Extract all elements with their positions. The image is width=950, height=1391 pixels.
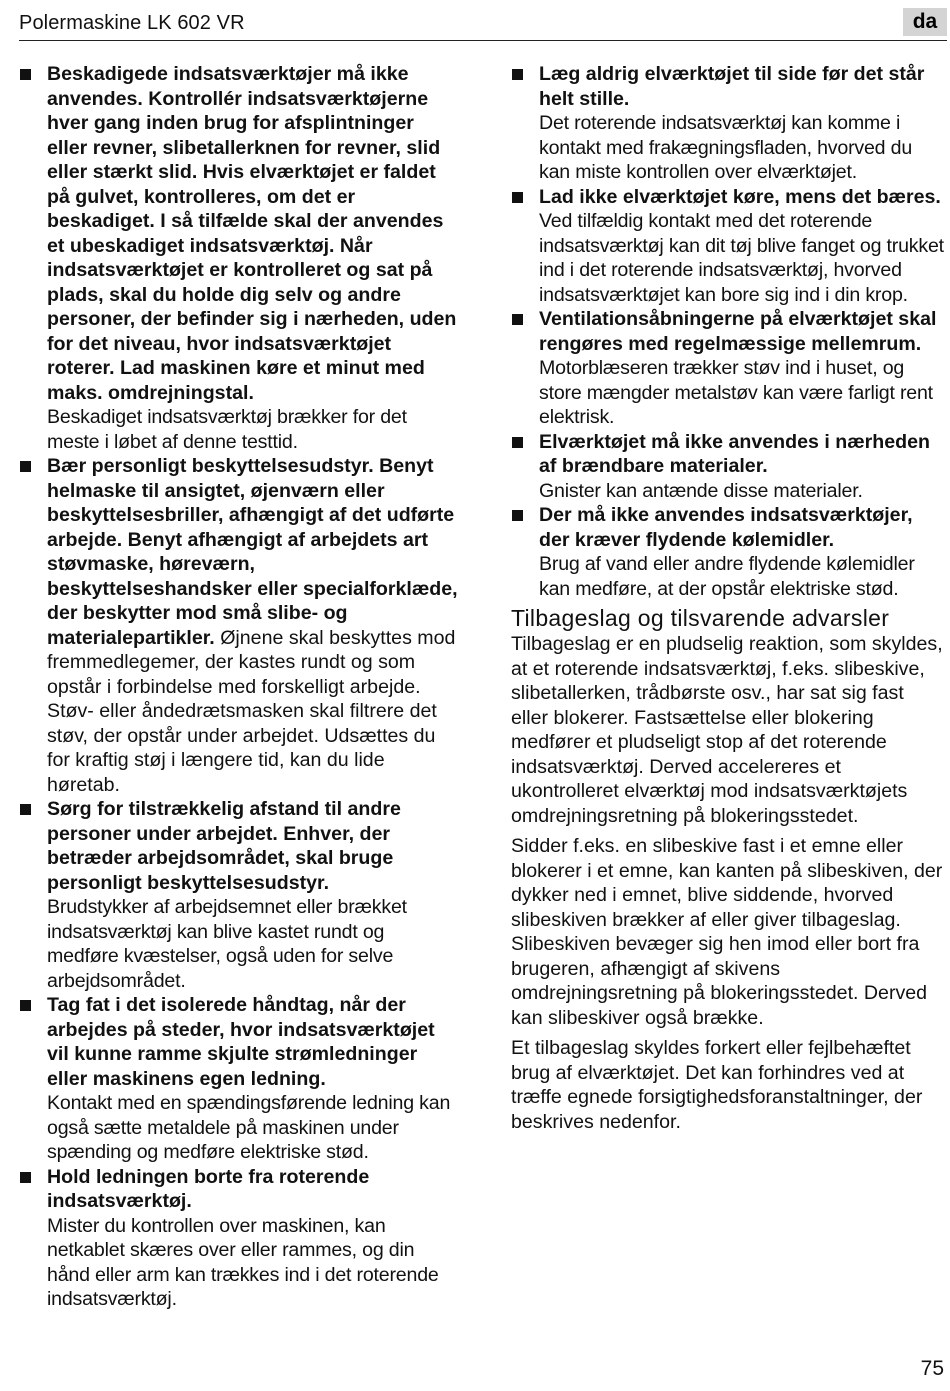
warning-heading: Sørg for tilstrækkelig afstand til andre personer under arbejdet. Enhver, der betræder arbejdsområdet, skal bruge personligt beskyttelsesudstyr. (47, 798, 401, 894)
warning-item (19, 454, 459, 797)
warning-heading: Læg aldrig elværktøjet til side før det står helt stille. (539, 63, 925, 110)
page-header (19, 8, 947, 41)
square-bullet-icon (20, 69, 31, 80)
warning-item (19, 1165, 459, 1312)
language-badge: da (903, 8, 947, 36)
warning-item (511, 430, 946, 504)
square-bullet-icon (512, 437, 523, 448)
square-bullet-icon (20, 804, 31, 815)
left-column (19, 62, 459, 1312)
square-bullet-icon (20, 1000, 31, 1011)
document-title: Polermaskine LK 602 VR (19, 12, 245, 34)
warning-text: Gnister kan antænde disse materialer. (539, 479, 863, 502)
warning-item (19, 797, 459, 993)
warning-text: Brug af vand eller andre flydende kølemidler kan medføre, at der opstår elektriske stød. (539, 553, 915, 600)
square-bullet-icon (20, 1172, 31, 1183)
body-paragraph: Sidder f.eks. en slibeskive fast i et emne eller blokerer i et emne, kan kanten på slibeskiven, der dykker ned i emnet, blive siddende, hvorved slibeskiven brækker af eller giver tilbageslag. Slibeskiven bevæger sig hen imod eller bort fra brugeren, afhængigt af skivens omdrejningsretning på blokeringsstedet. Derved kan slibeskiver også brække. (511, 835, 943, 1029)
warning-heading: Tag fat i det isolerede håndtag, når der arbejdes på steder, hvor indsatsværktøjet vil kunne ramme skjulte strømledninger eller maskinens egen ledning. (47, 994, 435, 1090)
warning-heading: Bær personligt beskyttelsesudstyr. Benyt helmaske til ansigtet, øjenværn eller beskyttelsesbriller, afhængigt af det udførte arbejde. Benyt afhængigt af arbejdets art støvmaske, høreværn, beskyttelseshandsker eller specialforklæde, der beskytter mod små slibe- og materialepartikler. (47, 455, 458, 649)
warning-item (511, 307, 946, 430)
warning-heading: Der må ikke anvendes indsatsværktøjer, der kræver flydende kølemidler. (539, 504, 913, 551)
warning-text: Ved tilfældig kontakt med det roterende indsatsværktøj kan dit tøj blive fanget og trukket ind i det roterende indsatsværktøj, hvorved indsatsværktøjet kan bore sig ind i din krop. (539, 210, 944, 306)
square-bullet-icon (512, 314, 523, 325)
warning-paragraph (47, 455, 458, 796)
warning-item (511, 185, 946, 308)
section-heading: Tilbageslag og tilsvarende advarsler (511, 605, 890, 631)
warning-text: Kontakt med en spændingsførende ledning kan også sætte metaldele på maskinen under spænding og medføre elektriske stød. (47, 1092, 451, 1163)
warning-heading: Hold ledningen borte fra roterende indsatsværktøj. (47, 1165, 370, 1212)
square-bullet-icon (512, 192, 523, 203)
warning-text: Motorblæseren trækker støv ind i huset, og store mængder metalstøv kan være farligt rent elektrisk. (539, 357, 933, 428)
warning-heading: Beskadigede indsatsværktøjer må ikke anvendes. Kontrollér indsatsværktøjerne hver gang inden brug for afsplintninger eller revner, slibetallerknen for revner, slid eller stærkt slid. Hvis elværktøjet er faldet på gulvet, kontrolleres, om det er beskadiget. I så tilfælde skal der anvendes et ubeskadiget indsatsværktøj. Når indsatsværktøjet er kontrolleret og sat på plads, skal du holde dig selv og andre personer, der befinder sig i nærheden, uden for det niveau, hvor indsatsværktøjet roterer. Lad maskinen køre et minut med maks. omdrejningstal. (47, 63, 457, 404)
page-number: 75 (920, 1357, 944, 1380)
warning-text: Øjnene skal beskyttes mod fremmedlegemer, der kastes rundt og som opstår i forbindelse med forskelligt arbejde. Støv- eller åndedrætsmasken skal filtrere det støv, der opstår under arbejdet. Udsættes du for kraftig støj i længere tid, kan du lide høretab. (47, 626, 456, 796)
warning-heading: Ventilationsåbningerne på elværktøjet skal rengøres med regelmæssige mellemrum. (539, 308, 937, 355)
warning-text: Brudstykker af arbejdsemnet eller brækket indsatsværktøj kan blive kastet rundt og medføre kvæstelser, også uden for selve arbejdsområdet. (47, 896, 407, 992)
warning-heading: Elværktøjet må ikke anvendes i nærheden af brændbare materialer. (539, 430, 930, 477)
warning-item (19, 993, 459, 1165)
body-paragraph: Et tilbageslag skyldes forkert eller fejlbehæftet brug af elværktøjet. Det kan forhindres ved at træffe egnede forsigtighedsforanstaltninger, der beskrives nedenfor. (511, 1037, 923, 1133)
warning-text: Det roterende indsatsværktøj kan komme i kontakt med frakægningsfladen, hvorved du kan miste kontrollen over elværktøjet. (539, 112, 913, 183)
body-paragraph: Tilbageslag er en pludselig reaktion, som skyldes, at et roterende indsatsværktøj, f.eks. slibeskive, slibetallerken, trådbørste osv., har sat sig fast eller blokerer. Fastsættelse eller blokering medfører et pludseligt stop af det roterende indsatsværktøj. Derved accelereres et ukontrolleret elværktøj mod indsatsværktøjets omdrejningsretning på blokeringsstedet. (511, 633, 943, 827)
warning-text: Beskadiget indsatsværktøj brækker for det meste i løbet af denne testtid. (47, 406, 407, 453)
right-column (511, 62, 946, 1140)
warning-heading: Lad ikke elværktøjet køre, mens det bæres. (539, 185, 941, 208)
warning-item (511, 62, 946, 185)
warning-text: Mister du kontrollen over maskinen, kan netkablet skæres over eller rammes, og din hånd eller arm kan trækkes ind i det roterende indsatsværktøj. (47, 1214, 439, 1310)
square-bullet-icon (512, 69, 523, 80)
square-bullet-icon (512, 510, 523, 521)
square-bullet-icon (20, 461, 31, 472)
warning-item (19, 62, 459, 454)
warning-item (511, 503, 946, 601)
